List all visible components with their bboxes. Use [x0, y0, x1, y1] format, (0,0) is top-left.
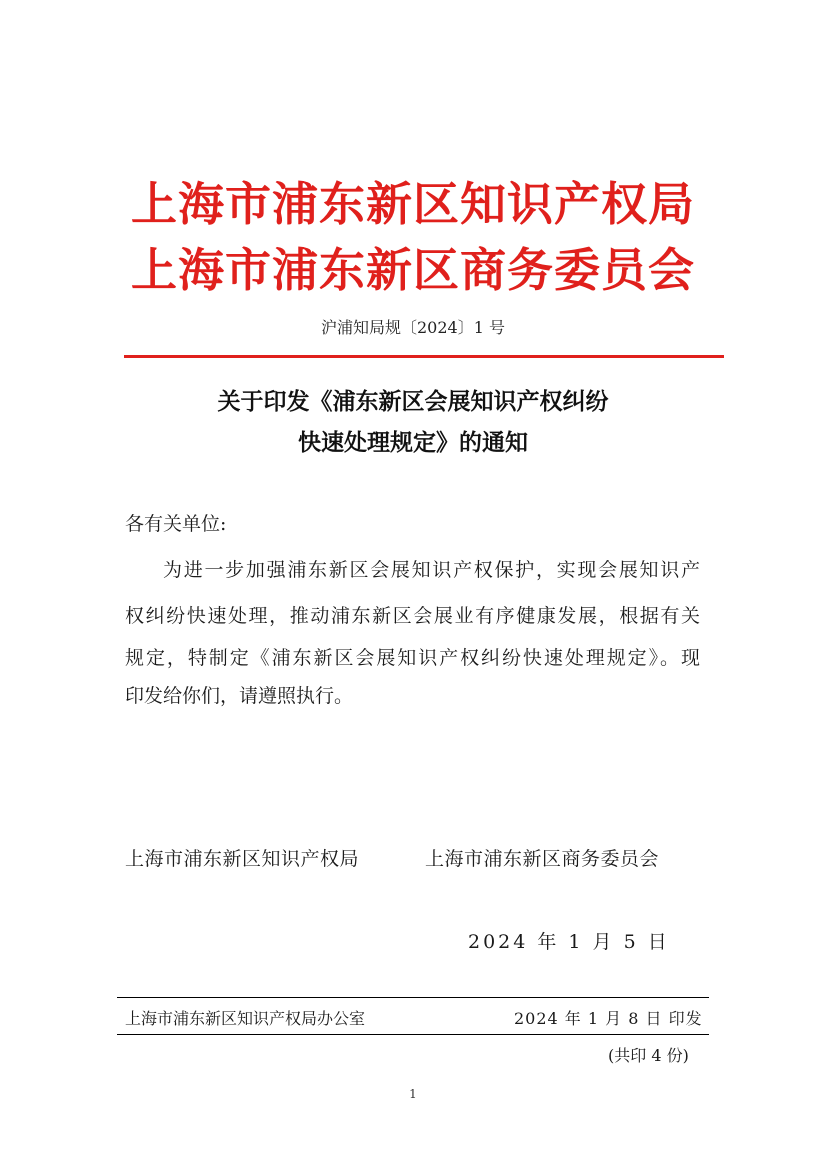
body-paragraph-line: 权纠纷快速处理，推动浦东新区会展业有序健康发展，根据有关: [125, 605, 700, 627]
document-title-line-1: 关于印发《浦东新区会展知识产权纠纷: [217, 388, 609, 415]
signing-date: 2024 年 1 月 5 日: [468, 931, 670, 953]
salutation: 各有关单位:: [125, 513, 227, 535]
signature-ip-bureau: 上海市浦东新区知识产权局: [125, 848, 360, 870]
body-paragraph-line: 印发给你们，请遵照执行。: [125, 685, 354, 707]
issuer-header-ip-bureau: 上海市浦东新区知识产权局: [131, 177, 695, 231]
red-divider: [124, 355, 724, 358]
issuer-header-commerce-committee: 上海市浦东新区商务委员会: [131, 243, 695, 297]
copies-count: (共印 4 份): [608, 1046, 689, 1065]
document-number: 沪浦知局规〔2024〕1 号: [321, 318, 505, 337]
print-date: 2024 年 1 月 8 日 印发: [514, 1009, 703, 1028]
printing-office: 上海市浦东新区知识产权局办公室: [125, 1009, 366, 1028]
body-paragraph-line: 规定，特制定《浦东新区会展知识产权纠纷快速处理规定》。现: [125, 647, 700, 669]
signature-commerce-committee: 上海市浦东新区商务委员会: [425, 848, 660, 870]
footer-divider-top: [117, 997, 709, 998]
page-number: 1: [409, 1087, 417, 1101]
document-title-line-2: 快速处理规定》的通知: [298, 429, 528, 456]
body-paragraph-line: 为进一步加强浦东新区会展知识产权保护，实现会展知识产: [163, 559, 700, 581]
footer-divider-bottom: [117, 1034, 709, 1035]
